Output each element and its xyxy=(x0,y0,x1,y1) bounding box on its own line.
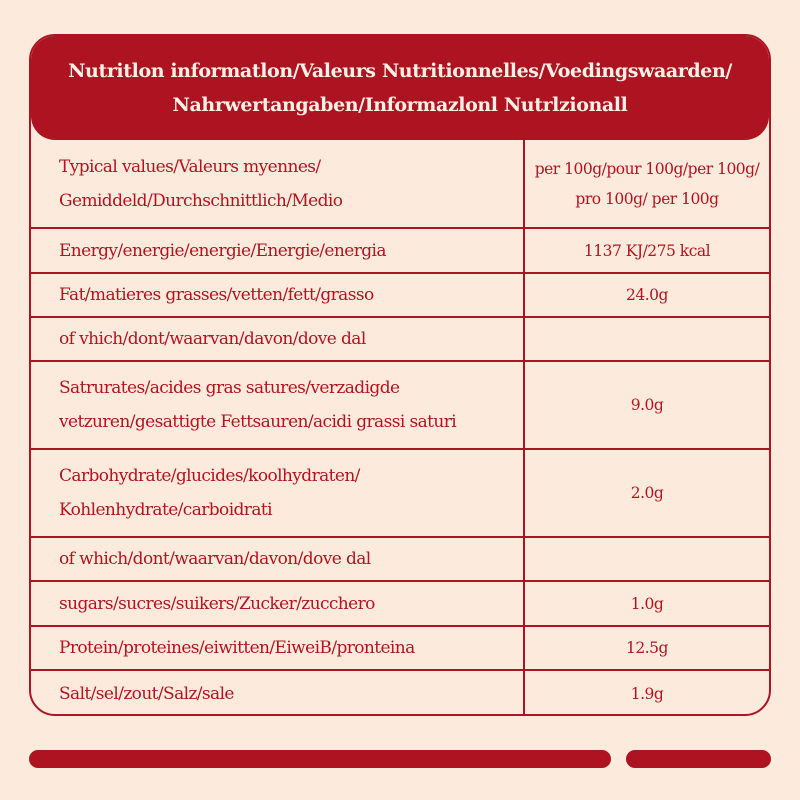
table-row xyxy=(31,228,769,273)
nutrient-value xyxy=(524,449,769,537)
nutrient-label xyxy=(31,273,524,317)
table-row xyxy=(31,581,769,626)
nutrient-value xyxy=(524,670,769,716)
nutrient-value-line: 1137 KJ/275 kcal xyxy=(583,241,711,260)
table-row xyxy=(31,537,769,581)
nutrient-value xyxy=(524,537,769,581)
nutrient-label-line: Gemiddeld/Durchschnittlich/Medio xyxy=(59,190,343,211)
nutrient-value-line: 24.0g xyxy=(626,286,668,304)
nutrient-label xyxy=(31,449,524,537)
nutrient-label xyxy=(31,317,524,361)
nutrient-label xyxy=(31,228,524,273)
nutrient-value-line: 1.9g xyxy=(630,684,664,703)
nutrient-value-line: 2.0g xyxy=(630,484,664,502)
nutrient-value-line: per 100g/pour 100g/per 100g/ xyxy=(534,159,760,178)
decorative-bar-right xyxy=(626,750,771,768)
nutrient-label-line: Carbohydrate/glucides/koolhydraten/ xyxy=(59,466,360,486)
nutrition-header xyxy=(31,36,769,140)
nutrient-label xyxy=(31,581,524,626)
nutrient-value xyxy=(524,228,769,273)
nutrient-label-line: sugars/sucres/suikers/Zucker/zucchero xyxy=(59,593,375,614)
table-row xyxy=(31,626,769,670)
nutrient-label-line: of which/dont/waarvan/davon/dove dal xyxy=(59,549,371,569)
nutrient-value xyxy=(524,140,769,228)
nutrient-label-line: Kohlenhydrate/carboidrati xyxy=(59,500,272,520)
decorative-bar-left xyxy=(29,750,611,768)
table-row xyxy=(31,670,769,716)
nutrient-label-line: Energy/energie/energie/Energie/energia xyxy=(59,240,386,261)
table-row xyxy=(31,361,769,449)
table-row xyxy=(31,273,769,317)
nutrient-label xyxy=(31,670,524,716)
nutrition-table xyxy=(31,140,769,716)
nutrient-label xyxy=(31,140,524,228)
nutrient-label-line: Salt/sel/zout/Salz/sale xyxy=(59,683,234,704)
nutrient-label xyxy=(31,626,524,670)
nutrient-value xyxy=(524,626,769,670)
table-row xyxy=(31,449,769,537)
nutrient-label xyxy=(31,361,524,449)
nutrient-value-line: 12.5g xyxy=(626,639,668,657)
nutrient-label-line: Typical values/Valeurs myennes/ xyxy=(59,156,321,177)
table-row xyxy=(31,140,769,228)
nutrient-value xyxy=(524,317,769,361)
nutrient-label xyxy=(31,537,524,581)
nutrient-label-line: vetzuren/gesattigte Fettsauren/acidi grassi saturi xyxy=(59,412,457,432)
nutrient-label-line: Protein/proteines/eiwitten/EiweiB/pronteina xyxy=(59,638,415,658)
nutrient-label-line: of vhich/dont/waarvan/davon/dove dal xyxy=(59,329,366,349)
header-title-line-1: Nutritlon informatlon/Valeurs Nutritionnelles/Voedingswaarden/ xyxy=(68,60,732,82)
nutrient-label-line: Satrurates/acides gras satures/verzadigde xyxy=(59,378,400,398)
nutrient-value-line: pro 100g/ per 100g xyxy=(575,189,719,208)
nutrient-value xyxy=(524,273,769,317)
nutrient-value xyxy=(524,361,769,449)
table-row xyxy=(31,317,769,361)
nutrient-value-line: 1.0g xyxy=(630,594,664,613)
nutrient-label-line: Fat/matieres grasses/vetten/fett/grasso xyxy=(59,285,374,305)
nutrition-panel xyxy=(29,34,771,716)
nutrient-value-line: 9.0g xyxy=(630,396,664,414)
nutrient-value xyxy=(524,581,769,626)
header-title-line-2: Nahrwertangaben/Informazlonl Nutrlzionall xyxy=(172,94,628,116)
